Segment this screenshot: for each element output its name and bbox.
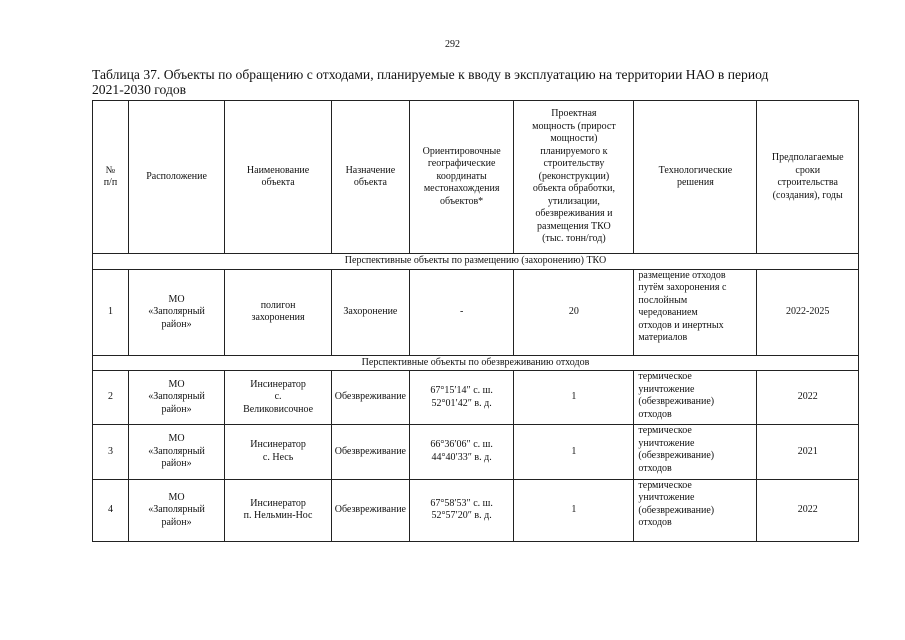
cell-tech (634, 425, 757, 479)
cell-years: 2021 (757, 425, 859, 479)
cell-line: МО (168, 491, 185, 503)
cell-num: 2 (93, 371, 129, 425)
page-number: 292 (445, 39, 460, 50)
cell-coords (409, 479, 514, 541)
section-row-landfill (93, 254, 859, 269)
cell-line: отходов (638, 517, 672, 529)
header-num (93, 101, 129, 254)
cell-line: мощность (прирост (532, 120, 616, 132)
cell-location (128, 371, 224, 425)
cell-line: географические (427, 158, 496, 170)
cell-line: полигон (260, 299, 296, 311)
cell-num: 3 (93, 425, 129, 479)
cell-line: Ориентировочные (422, 145, 501, 157)
cell-line: 52°57′20″ в. д. (431, 510, 492, 522)
header-years (757, 101, 859, 254)
cell-line: объектов* (440, 195, 484, 207)
cell-line: решения (676, 177, 714, 189)
cell-location (128, 479, 224, 541)
cell-line: захоронения (251, 312, 305, 324)
caption-line-1: Таблица 37. Объекты по обращению с отходами, планируемые к вводу в эксплуатацию на территории НАО в период (92, 67, 769, 82)
cell-line: Великовисочное (243, 403, 314, 415)
header-location (128, 101, 224, 254)
header-capacity (514, 101, 634, 254)
cell-name (225, 269, 332, 355)
cell-purpose: Обезвреживание (331, 479, 409, 541)
cell-coords (409, 425, 514, 479)
cell-line: координаты (436, 170, 487, 182)
cell-line: (реконструкции) (538, 170, 610, 182)
cell-line: 67°15′14″ с. ш. (430, 385, 493, 397)
cell-capacity: 20 (514, 269, 634, 355)
cell-line: «Заполярный (148, 504, 205, 516)
cell-line: обезвреживания и (535, 208, 613, 220)
cell-capacity: 1 (514, 479, 634, 541)
cell-line: 52°01′42″ в. д. (431, 397, 492, 409)
cell-name (225, 425, 332, 479)
cell-years: 2022 (757, 479, 859, 541)
cell-line: отходов и инертных (638, 319, 724, 331)
cell-line: местонахождения (423, 183, 500, 195)
cell-line: отходов (638, 408, 672, 420)
cell-line: (обезвреживание) (638, 450, 715, 462)
cell-line: «Заполярный (148, 306, 205, 318)
cell-line: Предполагаемые (771, 152, 844, 164)
cell-line: 44°40′33″ в. д. (431, 451, 492, 463)
cell-line: отходов (638, 462, 672, 474)
cell-coords: - (409, 269, 514, 355)
cell-line: уничтожение (638, 492, 695, 504)
cell-line: 67°58′53″ с. ш. (430, 497, 493, 509)
cell-line: Инсинератор (250, 497, 306, 509)
cell-line: Технологические (658, 164, 733, 176)
cell-line: чередованием (638, 307, 698, 319)
header-coords (409, 101, 514, 254)
cell-line: Инсинератор (250, 439, 306, 451)
cell-line: утилизации, (547, 195, 600, 207)
cell-line: район» (161, 318, 192, 330)
table-row (93, 425, 859, 479)
cell-line: п. Нельмин-Нос (243, 510, 313, 522)
cell-line: сроки (795, 164, 821, 176)
cell-line: Инсинератор (250, 378, 306, 390)
cell-line: МО (168, 293, 185, 305)
cell-line: объекта (261, 177, 295, 189)
cell-line: Расположение (146, 170, 207, 182)
cell-tech (634, 371, 757, 425)
cell-line: (создания), годы (772, 189, 843, 201)
cell-line: «Заполярный (148, 445, 205, 457)
header-purpose (331, 101, 409, 254)
cell-years: 2022 (757, 371, 859, 425)
cell-line: послойным (638, 294, 688, 306)
cell-line: район» (161, 458, 192, 470)
cell-name (225, 479, 332, 541)
waste-facilities-table (92, 100, 859, 542)
cell-tech (634, 269, 757, 355)
cell-coords (409, 371, 514, 425)
header-row (93, 101, 859, 254)
cell-line: район» (161, 516, 192, 528)
cell-num: 1 (93, 269, 129, 355)
cell-line: район» (161, 403, 192, 415)
cell-location (128, 269, 224, 355)
section-row-neutralization (93, 355, 859, 370)
cell-line: уничтожение (638, 383, 695, 395)
cell-name (225, 371, 332, 425)
cell-line: п/п (103, 177, 118, 189)
cell-line: объекта обработки, (532, 183, 615, 195)
cell-tech (634, 479, 757, 541)
cell-line: термическое (638, 425, 692, 437)
cell-line: № (105, 164, 116, 176)
cell-line: (обезвреживание) (638, 396, 715, 408)
caption-line-2: 2021-2030 годов (92, 82, 187, 97)
cell-line: 66°36′06″ с. ш. (430, 439, 493, 451)
table-row (93, 479, 859, 541)
cell-line: МО (168, 433, 185, 445)
cell-line: размещение отходов (638, 269, 726, 281)
header-tech (634, 101, 757, 254)
cell-line: с. (274, 391, 282, 403)
cell-line: путём захоронения с (638, 282, 727, 294)
cell-years: 2022-2025 (757, 269, 859, 355)
table-row (93, 371, 859, 425)
cell-line: строительству (543, 158, 605, 170)
cell-line: термическое (638, 479, 692, 491)
cell-purpose: Захоронение (331, 269, 409, 355)
cell-line: Наименование (246, 164, 310, 176)
cell-line: объекта (353, 177, 387, 189)
cell-line: строительства (777, 177, 838, 189)
table-row (93, 269, 859, 355)
cell-line: с. Несь (262, 451, 294, 463)
cell-line: уничтожение (638, 437, 695, 449)
cell-line: (обезвреживание) (638, 504, 715, 516)
cell-line: МО (168, 378, 185, 390)
cell-line: термическое (638, 371, 692, 383)
table-caption (92, 67, 867, 97)
cell-line: материалов (638, 332, 688, 344)
header-name (225, 101, 332, 254)
cell-line: мощности) (550, 133, 598, 145)
cell-num: 4 (93, 479, 129, 541)
cell-line: (тыс. тонн/год) (542, 233, 606, 245)
cell-purpose: Обезвреживание (331, 371, 409, 425)
cell-line: Назначение (345, 164, 396, 176)
cell-purpose: Обезвреживание (331, 425, 409, 479)
cell-line: размещения ТКО (537, 220, 611, 232)
cell-line: планируемого к (540, 145, 608, 157)
cell-capacity: 1 (514, 425, 634, 479)
cell-location (128, 425, 224, 479)
section-title: Перспективные объекты по размещению (захоронению) ТКО (93, 254, 859, 269)
cell-capacity: 1 (514, 371, 634, 425)
section-title: Перспективные объекты по обезвреживанию отходов (93, 355, 859, 370)
cell-line: Проектная (551, 108, 597, 120)
cell-line: «Заполярный (148, 391, 205, 403)
